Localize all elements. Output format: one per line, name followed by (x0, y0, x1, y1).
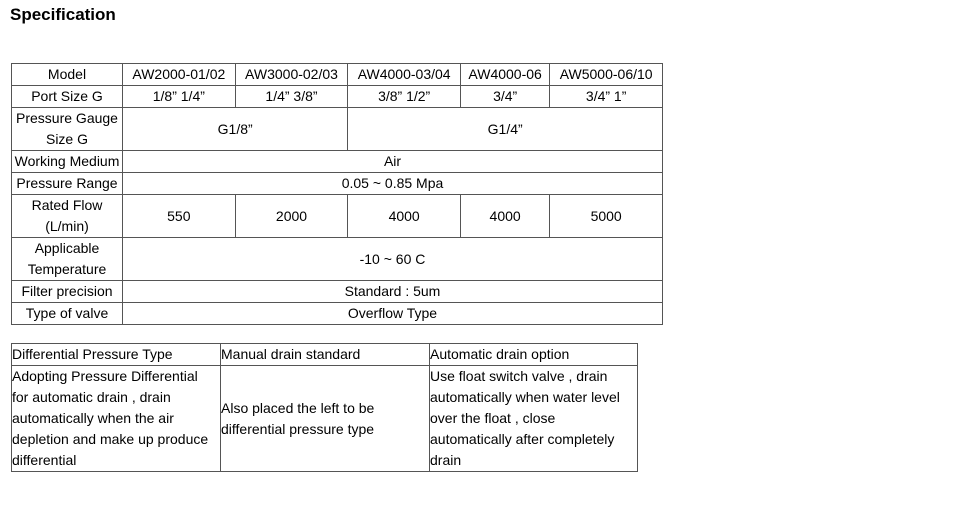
label-line: Applicable (34, 240, 100, 256)
filter-cell: Standard : 5um (123, 281, 663, 303)
flow-cell: 2000 (235, 195, 348, 238)
header-cell: Manual drain standard (221, 344, 430, 366)
table-row (12, 238, 663, 281)
port-cell: 3/4” 1” (550, 86, 663, 108)
drain-table (11, 343, 638, 472)
table-row (12, 108, 663, 151)
row-label-model: Model (12, 64, 123, 86)
manual-description (221, 366, 430, 472)
table-row (12, 86, 663, 108)
table-row (12, 151, 663, 173)
table-row (12, 64, 663, 86)
row-label-filter: Filter precision (12, 281, 123, 303)
table-row (12, 303, 663, 325)
port-cell: 1/8” 1/4” (123, 86, 236, 108)
text-line: over the float , close (430, 410, 556, 426)
table-row (12, 344, 638, 366)
row-label-temperature (12, 238, 123, 281)
row-label-medium: Working Medium (12, 151, 123, 173)
pressure-range-cell: 0.05 ~ 0.85 Mpa (123, 173, 663, 195)
label-line: Size G (45, 131, 88, 147)
table-row (12, 195, 663, 238)
port-cell: 1/4” 3/8” (235, 86, 348, 108)
text-line: differential (12, 452, 77, 468)
model-cell: AW4000-03/04 (348, 64, 461, 86)
table-row (12, 366, 638, 472)
specification-table (11, 63, 663, 325)
row-label-rated-flow (12, 195, 123, 238)
medium-cell: Air (123, 151, 663, 173)
temperature-cell: -10 ~ 60 C (123, 238, 663, 281)
flow-cell: 550 (123, 195, 236, 238)
model-cell: AW2000-01/02 (123, 64, 236, 86)
gauge-cell: G1/4” (348, 108, 663, 151)
row-label-valve: Type of valve (12, 303, 123, 325)
row-label-pressure-range: Pressure Range (12, 173, 123, 195)
text-line: Adopting Pressure Differential (12, 368, 198, 384)
port-cell: 3/8” 1/2” (348, 86, 461, 108)
table-row (12, 281, 663, 303)
model-cell: AW3000-02/03 (235, 64, 348, 86)
table-row (12, 173, 663, 195)
text-line: differential pressure type (221, 420, 375, 437)
header-cell: Automatic drain option (430, 344, 638, 366)
text-line: automatically when the air (12, 410, 174, 426)
port-cell: 3/4” (460, 86, 549, 108)
text-line: Use float switch valve , drain (430, 368, 608, 384)
text-line: drain (430, 452, 462, 468)
model-cell: AW5000-06/10 (550, 64, 663, 86)
label-line: Rated Flow (31, 197, 103, 213)
header-cell: Differential Pressure Type (12, 344, 221, 366)
text-line: automatically when water level (430, 389, 620, 405)
text-line: for automatic drain , drain (12, 389, 171, 405)
valve-cell: Overflow Type (123, 303, 663, 325)
differential-description (12, 366, 221, 472)
automatic-description (430, 366, 638, 472)
page-title: Specification (10, 5, 116, 24)
row-label-port-size: Port Size G (12, 86, 123, 108)
model-cell: AW4000-06 (460, 64, 549, 86)
flow-cell: 4000 (460, 195, 549, 238)
text-line: Also placed the left to be (221, 399, 375, 416)
flow-cell: 4000 (348, 195, 461, 238)
text-line: depletion and make up produce (12, 431, 209, 447)
row-label-gauge-size (12, 108, 123, 151)
label-line: Temperature (27, 261, 107, 277)
text-line: automatically after completely (430, 431, 615, 447)
label-line: Pressure Gauge (16, 110, 118, 126)
gauge-cell: G1/8” (123, 108, 348, 151)
flow-cell: 5000 (550, 195, 663, 238)
label-line: (L/min) (45, 218, 89, 234)
